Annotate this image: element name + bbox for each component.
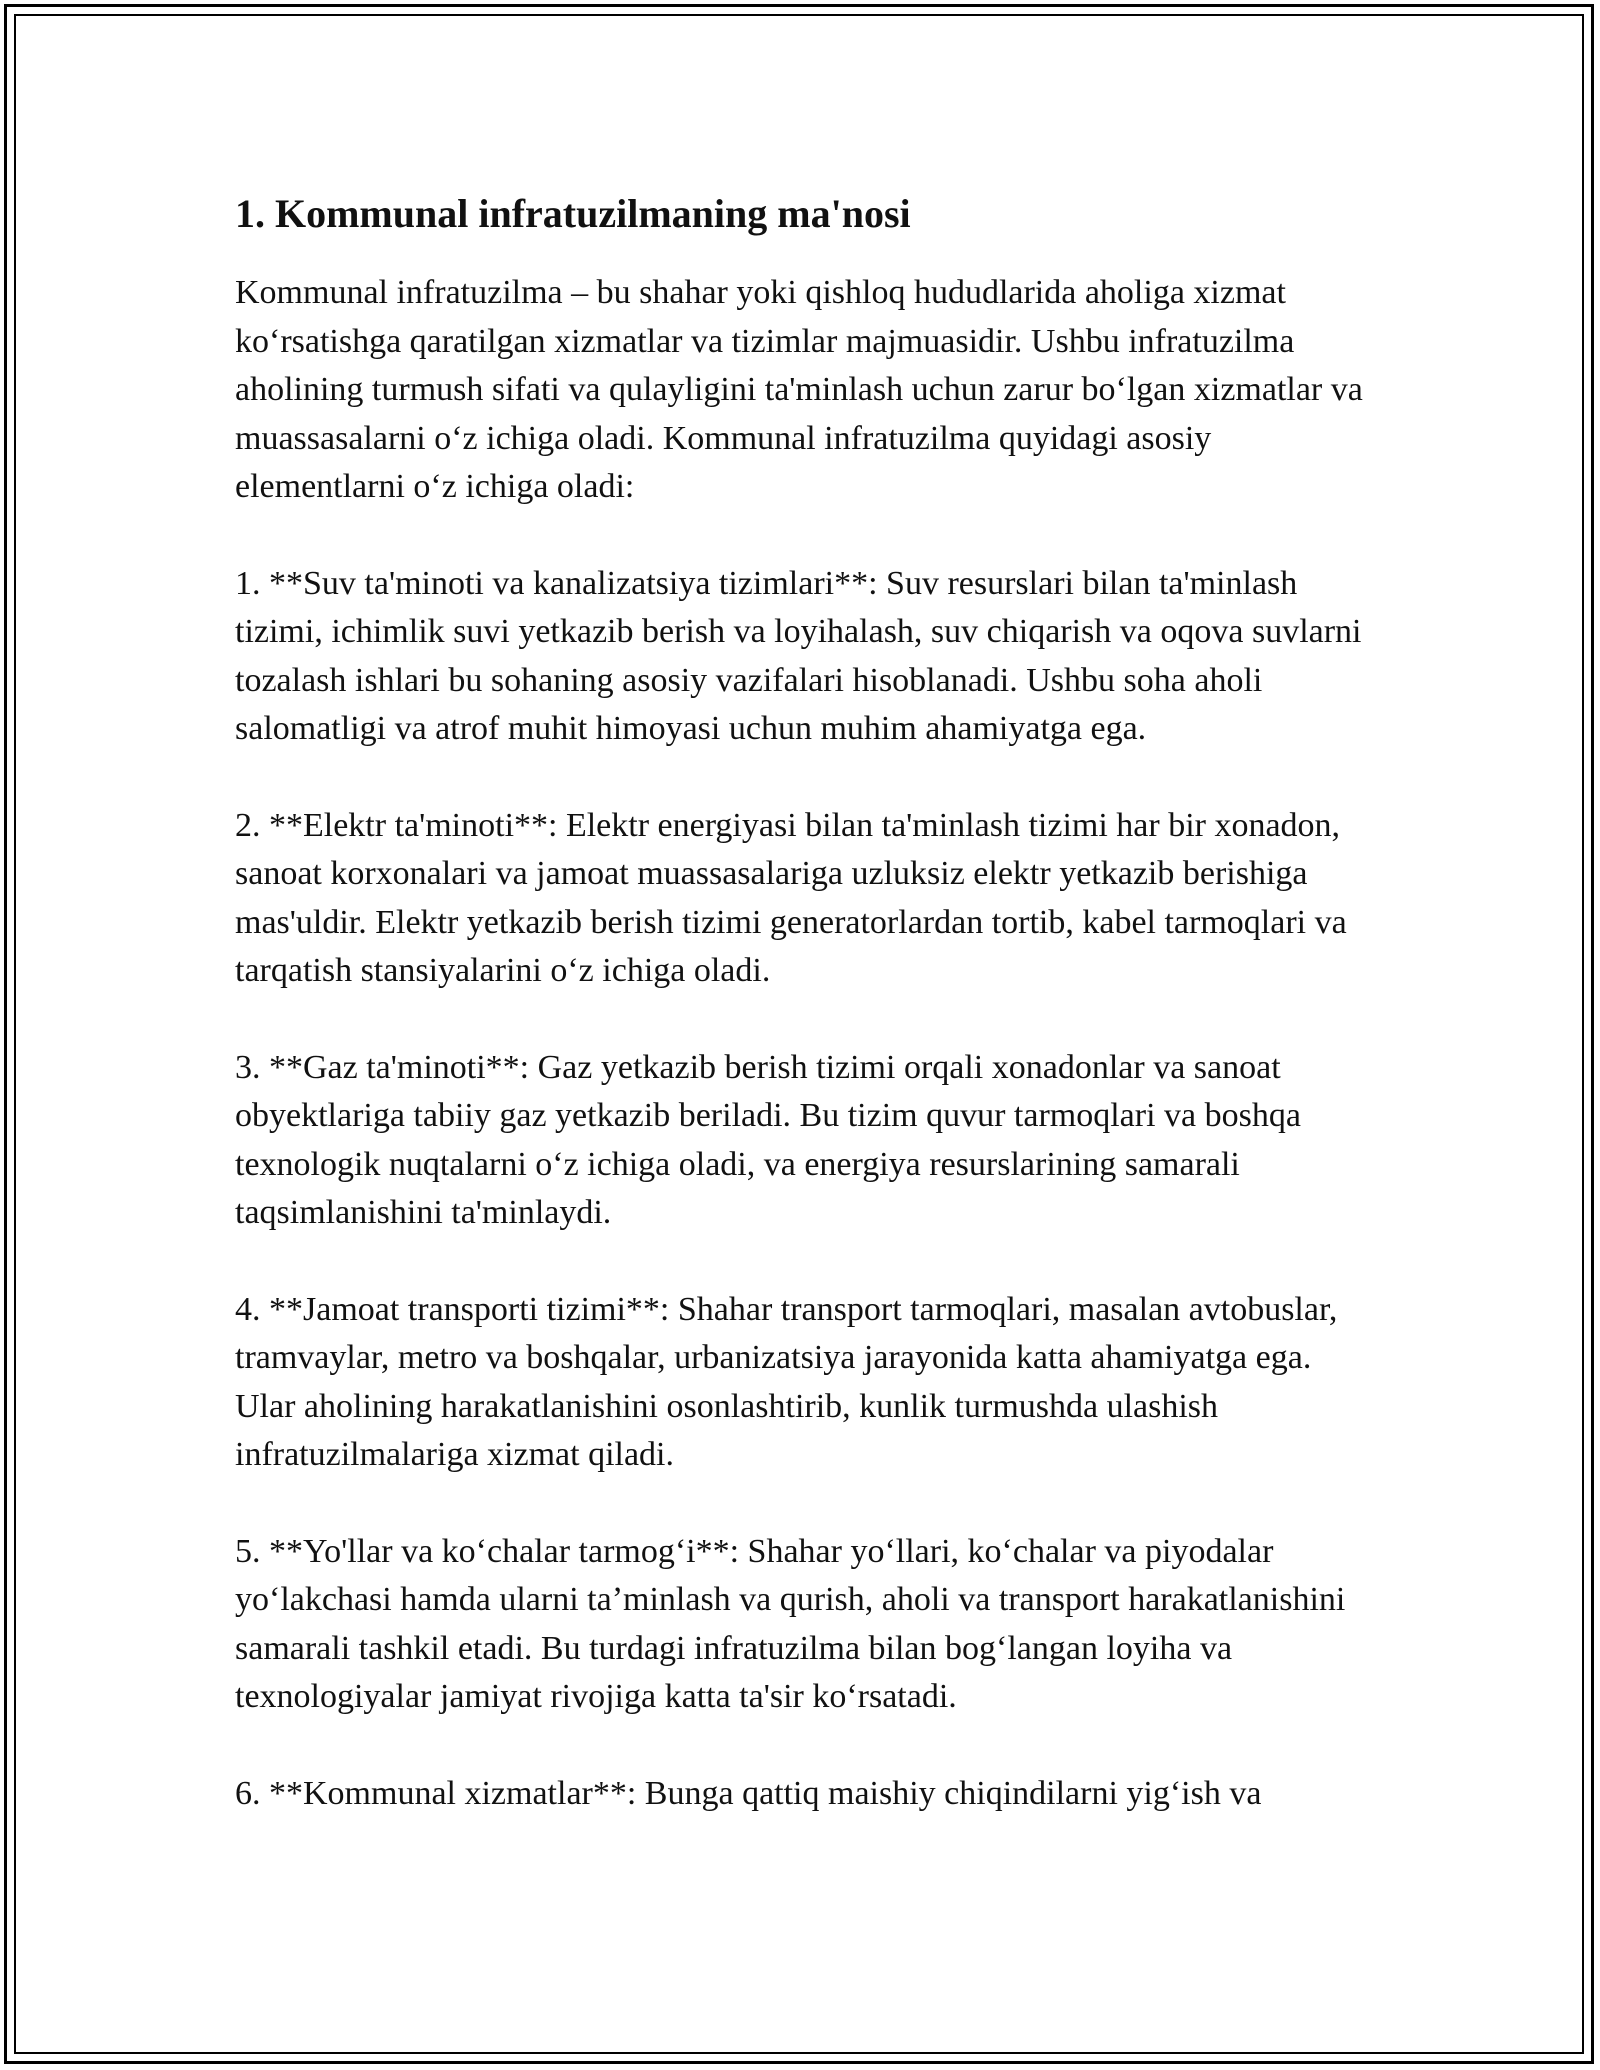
- list-item-roads-streets: 5. **Yo'llar va koʻchalar tarmogʻi**: Shahar yoʻllari, koʻchalar va piyodalar yoʻlakchasi hamda ularni taʼminlash va qurish, aholi va transport harakatlanishini samarali tashkil etadi. Bu turdagi infratuzilma bilan bogʻlangan loyiha va texnologiyalar jamiyat rivojiga katta ta'sir koʻrsatadi.: [235, 1532, 1346, 1715]
- intro-paragraph: Kommunal infratuzilma – bu shahar yoki qishloq hududlarida aholiga xizmat koʻrsatishga qaratilgan xizmatlar va tizimlar majmuasidir. Ushbu infratuzilma aholining turmush sifati va qulayligini ta'minlash uchun zarur boʻlgan xizmatlar va muassasalarni oʻz ichiga oladi. Kommunal infratuzilma quyidagi asosiy elementlarni oʻz ichiga oladi:: [235, 274, 1363, 505]
- list-item-communal-services: 6. **Kommunal xizmatlar**: Bunga qattiq maishiy chiqindilarni yigʻish va: [235, 1774, 1262, 1812]
- list-item-electricity: 2. **Elektr ta'minoti**: Elektr energiyasi bilan ta'minlash tizimi har bir xonadon, sanoat korxonalari va jamoat muassasalariga uzluksiz elektr yetkazib berishiga mas'uldir. Elektr yetkazib berish tizimi generatorlardan tortib, kabel tarmoqlari va tarqatish stansiyalarini oʻz ichiga oladi.: [235, 806, 1347, 989]
- list-item-gas-supply: 3. **Gaz ta'minoti**: Gaz yetkazib berish tizimi orqali xonadonlar va sanoat obyektlariga tabiiy gaz yetkazib beriladi. Bu tizim quvur tarmoqlari va boshqa texnologik nuqtalarni oʻz ichiga oladi, va energiya resurslarining samarali taqsimlanishini ta'minlaydi.: [235, 1048, 1301, 1231]
- section-heading: 1. Kommunal infratuzilmaning ma'nosi: [235, 191, 911, 236]
- document-body: [235, 185, 1375, 1866]
- list-item-public-transport: 4. **Jamoat transporti tizimi**: Shahar transport tarmoqlari, masalan avtobuslar, tramvaylar, metro va boshqalar, urbanizatsiya jarayonida katta ahamiyatga ega. Ular aholining harakatlanishini osonlashtirib, kunlik turmushda ulashish infratuzilmalariga xizmat qiladi.: [235, 1290, 1338, 1473]
- list-item-water-supply: 1. **Suv ta'minoti va kanalizatsiya tizimlari**: Suv resurslari bilan ta'minlash tizimi, ichimlik suvi yetkazib berish va loyihalash, suv chiqarish va oqova suvlarni tozalash ishlari bu sohaning asosiy vazifalari hisoblanadi. Ushbu soha aholi salomatligi va atrof muhit himoyasi uchun muhim ahamiyatga ega.: [235, 564, 1362, 747]
